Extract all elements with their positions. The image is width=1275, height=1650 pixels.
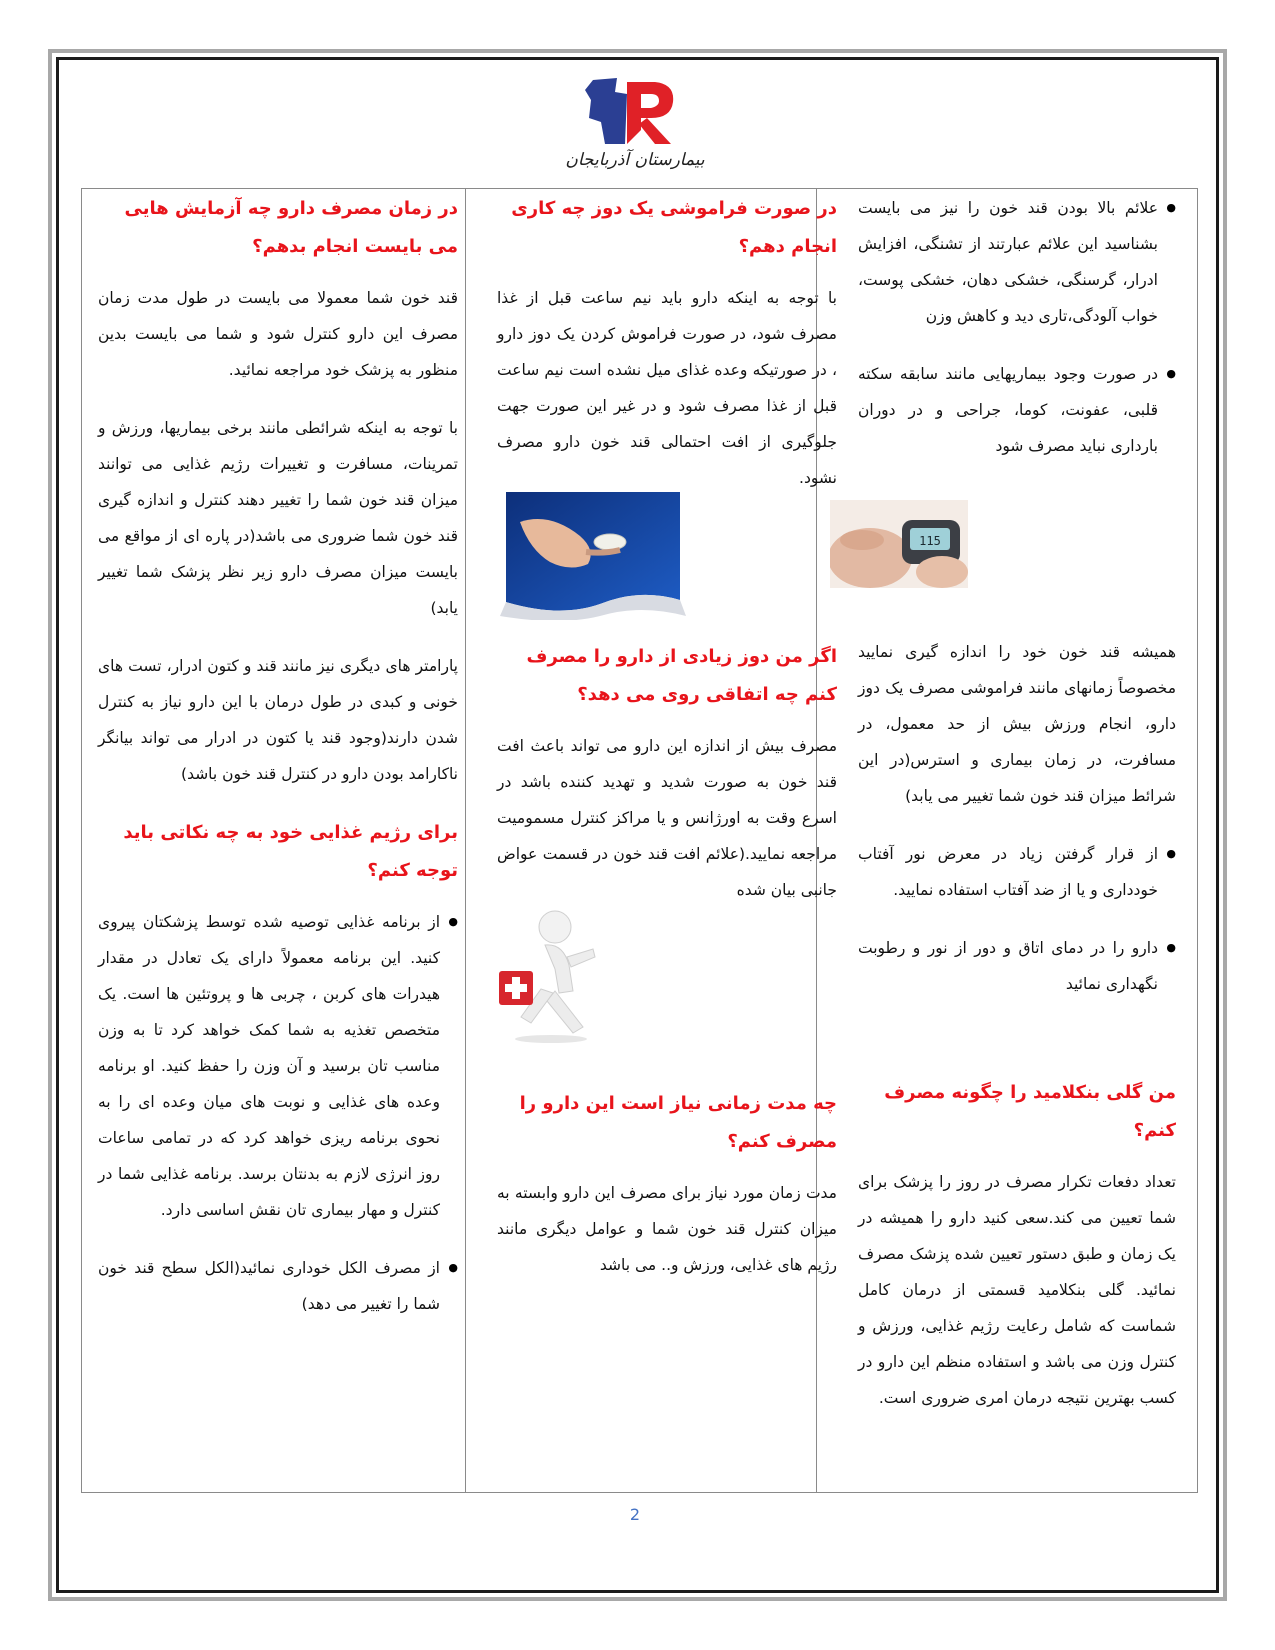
heading-duration: چه مدت زمانی نیاز است این دارو را مصرف کنم؟ [519, 1093, 837, 1152]
logo-mark-icon [575, 72, 695, 152]
duration-paragraph: مدت زمان مورد نیاز برای مصرف این دارو وابسته به میزان کنترل قند خون شما و عوامل دیگری مانند رژیم های غذایی، ورزش و.. می باشد [497, 1184, 837, 1274]
diet-list [98, 904, 458, 1322]
list-item: ● از قرار گرفتن زیاد در معرض نور آفتاب خودداری و یا از ضد آفتاب استفاده نمایید. [858, 836, 1158, 908]
precautions-list [858, 836, 1176, 1002]
usage-paragraph: تعداد دفعات تکرار مصرف در روز را پزشک برای شما تعیین می کند.سعی کنید دارو را همیشه در یک زمان و طبق دستور تعیین شده پزشک مصرف نمائید. گلی بنکلامید قسمتی از درمان کامل شماست که شامل رعایت رژیم غذایی، ورزش و کنترل وزن می باشد و استفاده منظم این دارو در کسب بهترین نتیجه درمان امری ضروری است. [858, 1173, 1176, 1407]
left-column [98, 190, 458, 1344]
emergency-figure-image [493, 905, 608, 1045]
heading-diet: برای رژیم غذایی خود به چه نکاتی باید توجه کنم؟ [123, 822, 458, 881]
column-divider-left [465, 188, 466, 1493]
list-item: ● دارو را در دمای اتاق و دور از نور و رطوبت نگهداری نمائید [858, 930, 1158, 1002]
tests-paragraph: پارامتر های دیگری نیز مانند قند و کتون ادرار، تست های خونی و کبدی در طول درمان با این دارو نیاز به کنترل شدن دارند(وجود قند یا کتون در ادرار می تواند بیانگر ناکارامد بودن دارو در کنترل قند خون باشد) [98, 657, 458, 783]
tests-paragraph: با توجه به اینکه شرائطی مانند برخی بیماریها، ورزش و تمرینات، مسافرت و تغییرات رژیم غذایی می توانند میزان قند خون شما را تغییر دهند کنترل و اندازه گیری قند خون شما ضروری می باشد(در پاره ای از مواقع می بایست میزان مصرف دارو زیر نظر پزشک شما تغییر یابد) [98, 419, 458, 617]
list-item: ● از مصرف الکل خوداری نمائید(الکل سطح قند خون شما را تغییر می دهد) [98, 1250, 440, 1322]
measure-paragraph: همیشه قند خون خود را اندازه گیری نمایید مخصوصاً زمانهای مانند فراموشی مصرف یک دوز دارو، انجام ورزش بیش از حد معمول، در مسافرت، در زمان بیماری و استرس(در این شرائط میزان قند خون شما تغییر می یابد) [858, 643, 1176, 805]
right-column [858, 190, 1176, 1438]
svg-text:115: 115 [919, 534, 941, 548]
heading-missed-dose: در صورت فراموشی یک دوز چه کاری انجام دهم؟ [511, 198, 837, 257]
glucometer-image [830, 500, 968, 588]
missed-dose-paragraph: با توجه به اینکه دارو باید نیم ساعت قبل از غذا مصرف شود، در صورت فراموش کردن یک دوز دارو ، در صورتیکه وعده غذای میل نشده است نیم ساعت قبل از غذا مصرف شود و در غیر این صورت جهت جلوگیری از افت احتمالی قند خون دارو مصرف نشود. [497, 289, 837, 487]
logo-text: بیمارستان آذربایجان [565, 150, 705, 170]
middle-column [497, 190, 837, 1305]
page-number: 2 [629, 1505, 641, 1524]
heading-tests: در زمان مصرف دارو چه آزمایش هایی می بایست انجام بدهم؟ [124, 198, 458, 257]
heading-overdose: اگر من دوز زیادی از دارو را مصرف کنم چه اتفاقی روی می دهد؟ [526, 646, 837, 705]
heading-usage: من گلی بنکلامید را چگونه مصرف کنم؟ [884, 1082, 1176, 1141]
pill-in-hand-image [500, 492, 690, 620]
tests-paragraph: قند خون شما معمولا می بایست در طول مدت زمان مصرف این دارو کنترل شود و شما می بایست بدین منظور به پزشک خود مراجعه نمائید. [98, 289, 458, 379]
list-item: ● از برنامه غذایی توصیه شده توسط پزشکتان پیروی کنید. این برنامه معمولاً دارای یک تعادل در مقدار هیدرات های کربن ، چربی ها و پروتئین ها است. یک متخصص تغذیه به شما کمک خواهد کرد تا به وزن مناسب تان برسید و آن وزن را حفظ کنید. او برنامه وعده های غذایی و نوبت های میان وعده ای را به نحوی برنامه ریزی خواهد کرد که در تمامی ساعات روز انرژی لازم به بدنتان برسد. برنامه غذایی شما در کنترل و مهار بیماری تان نقش اساسی دارد. [98, 904, 440, 1228]
overdose-paragraph: مصرف بیش از اندازه این دارو می تواند باعث افت قند خون به صورت شدید و تهدید کننده باشد در اسرع وقت به اورژانس و یا مراکز کنترل مسمومیت مراجعه نمایید.(علائم افت قند خون در قسمت عواض جانبی بیان شده [497, 737, 837, 899]
list-item: ● در صورت وجود بیماریهایی مانند سابقه سکته قلبی، عفونت، کوما، جراحی و در دوران بارداری نباید مصرف شود [858, 356, 1158, 464]
list-item: ● علائم بالا بودن قند خون را نیز می بایست بشناسید این علائم عبارتند از تشنگی، افزایش ادرار، گرسنگی، خشکی دهان، خشکی پوست، خواب آلودگی،تاری دید و کاهش وزن [858, 190, 1158, 334]
symptoms-list [858, 190, 1176, 464]
